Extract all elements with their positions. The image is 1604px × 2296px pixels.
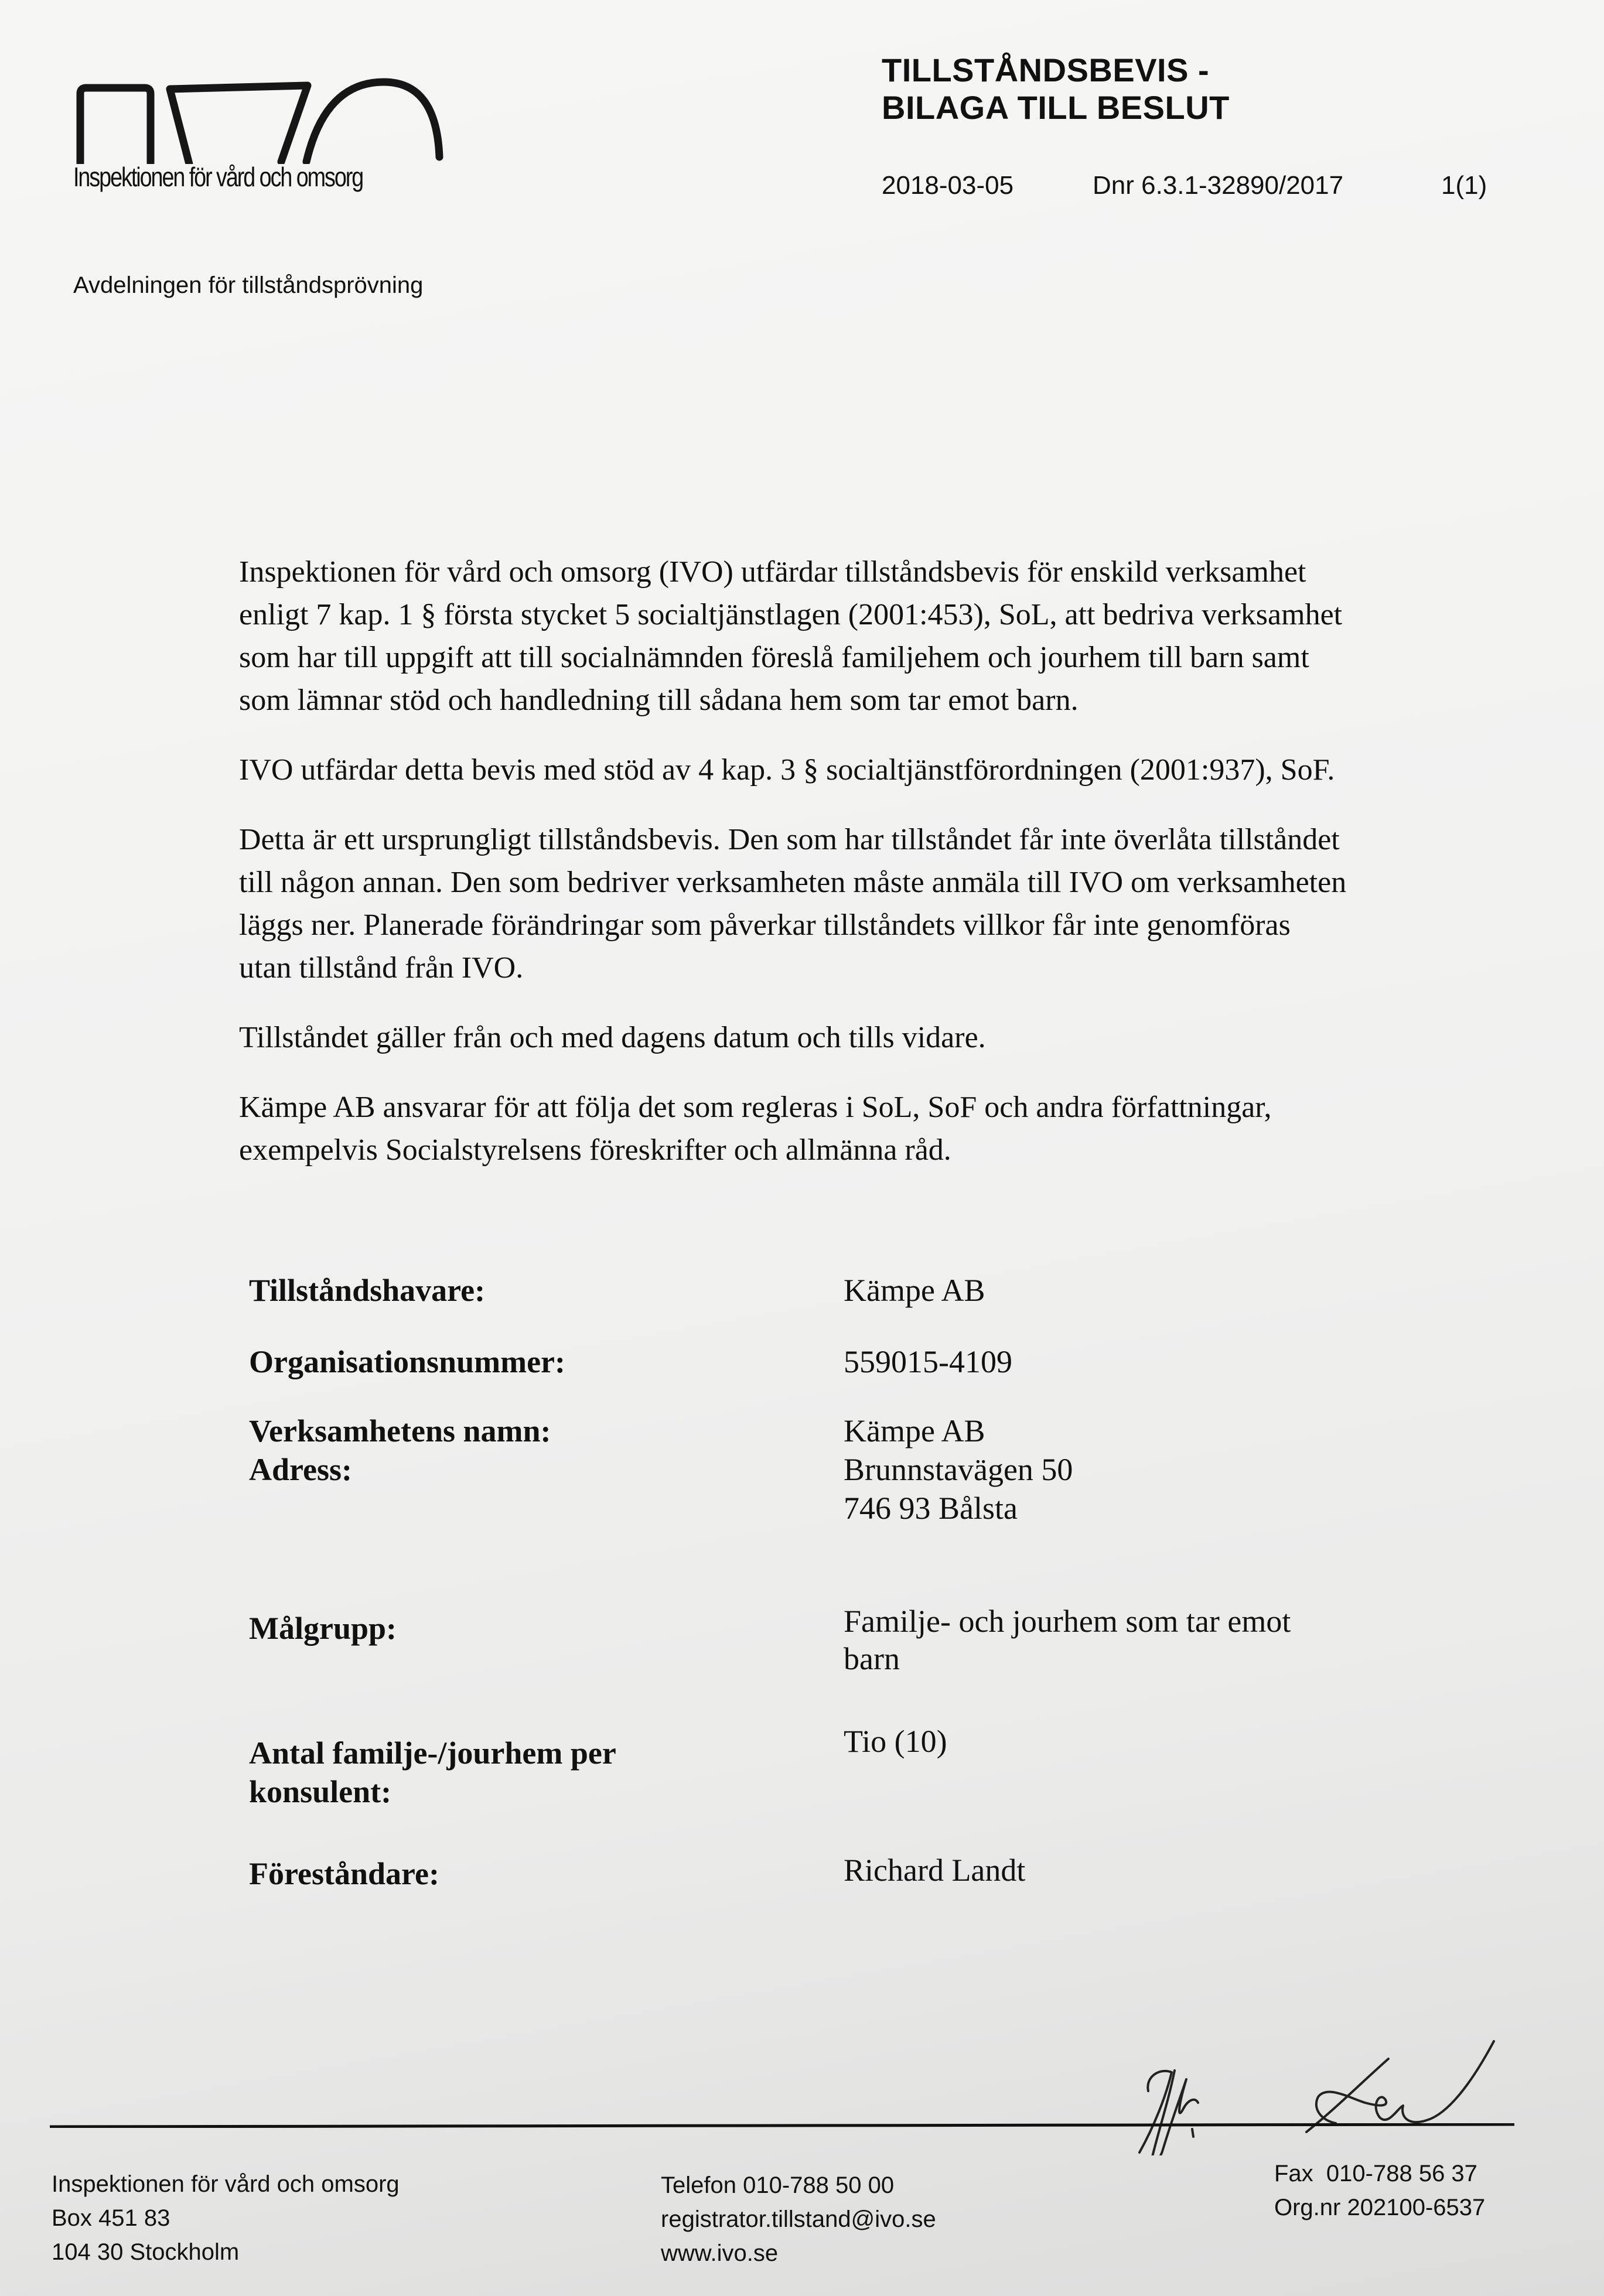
footer-divider [50,2120,1514,2125]
handwritten-signature [1090,2003,1535,2155]
business-name-label: Verksamhetens namn: [249,1413,551,1448]
homes-per-consultant-label-line-1: Antal familje-/jourhem per [249,1735,616,1771]
page-number: 1(1) [1441,171,1487,200]
ivo-logo-mark-icon [73,76,448,164]
paragraph-4 [239,1016,1504,1059]
manager-label: Föreståndare: [249,1856,439,1891]
org-number-label: Organisationsnummer: [249,1344,565,1379]
paragraph-2 [239,749,1504,791]
paragraph-line: Tillståndet gäller från och med dagens datum och tills vidare. [239,1021,986,1054]
footer-address [52,2167,400,2269]
org-number-value: 559015-4109 [844,1344,1012,1379]
homes-per-consultant-value: Tio (10) [844,1724,947,1759]
document-date: 2018-03-05 [882,171,1014,200]
footer-fax-org [1274,2157,1485,2225]
manager-value: Richard Landt [844,1853,1026,1888]
logo-wordmark: Inspektionen för vård och omsorg [73,162,363,192]
homes-per-consultant-label-line-2: konsulent: [249,1774,392,1809]
footer-box: Box 451 83 [52,2205,170,2231]
permit-holder-value: Kämpe AB [844,1273,985,1308]
title-line-1: TILLSTÅNDSBEVIS - [882,52,1210,88]
footer-fax: Fax 010-788 56 37 [1274,2161,1477,2186]
footer-website[interactable]: www.ivo.se [661,2240,779,2266]
ivo-logo [73,76,448,234]
address-line-2: 746 93 Bålsta [844,1491,1018,1526]
paragraph-5 [239,1086,1504,1171]
address-line-1: Brunnstavägen 50 [844,1452,1073,1487]
business-name-value: Kämpe AB [844,1413,985,1448]
footer-phone: Telefon 010-788 50 00 [661,2172,895,2198]
target-group-line-2: barn [844,1641,900,1676]
body-text [239,551,1504,1198]
target-group-line-1: Familje- och jourhem som tar emot [844,1604,1291,1639]
paragraph-line: utan tillstånd från IVO. [239,951,524,985]
paragraph-line: IVO utfärdar detta bevis med stöd av 4 kap. 3 § socialtjänstförordningen (2001:937), SoF. [239,753,1335,787]
title-line-2: BILAGA TILL BESLUT [882,89,1230,126]
paragraph-line: som har till uppgift att till socialnämnden föreslå familjehem och jourhem till barn samt [239,641,1309,674]
footer-org-name: Inspektionen för vård och omsorg [52,2171,400,2197]
address-label: Adress: [249,1452,353,1487]
footer-org-nr: Org.nr 202100-6537 [1274,2195,1486,2220]
paragraph-3 [239,818,1504,989]
permit-holder-label: Tillståndshavare: [249,1273,486,1308]
document-dnr: Dnr 6.3.1-32890/2017 [1093,171,1344,200]
target-group-label: Målgrupp: [249,1611,397,1646]
paragraph-line: enligt 7 kap. 1 § första stycket 5 socialtjänstlagen (2001:453), SoL, att bedriva verksamhet [239,598,1343,631]
footer-contact [661,2168,936,2270]
document-title [882,52,1230,127]
paragraph-line: Kämpe AB ansvarar för att följa det som regleras i SoL, SoF och andra författningar, [239,1091,1272,1124]
paragraph-line: till någon annan. Den som bedriver verksamheten måste anmäla till IVO om verksamheten [239,866,1347,899]
paragraph-line: Detta är ett ursprungligt tillståndsbevis. Den som har tillståndet får inte överlåta tillståndet [239,823,1340,856]
paragraph-1 [239,551,1504,722]
paragraph-line: exempelvis Socialstyrelsens föreskrifter och allmänna råd. [239,1133,951,1167]
signature-icon [1090,2003,1535,2155]
paragraph-line: Inspektionen för vård och omsorg (IVO) utfärdar tillståndsbevis för enskild verksamhet [239,555,1306,589]
footer-email[interactable]: registrator.tillstand@ivo.se [661,2206,936,2232]
paragraph-line: läggs ner. Planerade förändringar som påverkar tillståndets villkor får inte genomföras [239,908,1291,942]
department-name: Avdelningen för tillståndsprövning [73,272,424,298]
paragraph-line: som lämnar stöd och handledning till sådana hem som tar emot barn. [239,684,1079,717]
footer-postal: 104 30 Stockholm [52,2239,240,2265]
divider-line [50,2123,1514,2128]
